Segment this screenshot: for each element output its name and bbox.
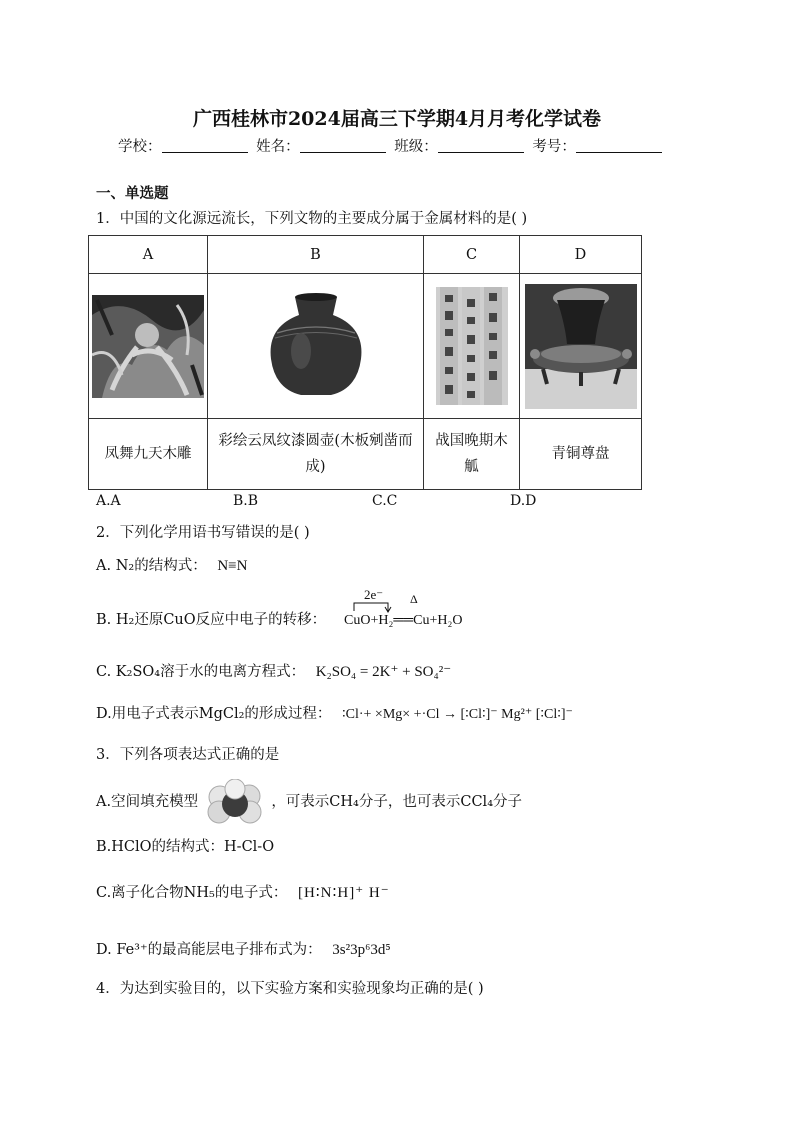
q2-b-redox-diagram xyxy=(344,587,494,633)
q2-option-d[interactable] xyxy=(96,702,573,723)
section-heading: 一、单选题 xyxy=(96,185,169,202)
q3-option-d[interactable] xyxy=(96,938,391,959)
header-a: A xyxy=(89,236,208,274)
caption-d: 青铜尊盘 xyxy=(520,419,642,490)
caption-b: 彩绘云凤纹漆圆壶(木板剜凿而成) xyxy=(208,419,424,490)
caption-a: 凤舞九天木雕 xyxy=(89,419,208,490)
q3-option-b[interactable]: B.HClO的结构式：H-Cl-O xyxy=(96,839,275,855)
q1-option-d[interactable]: D.D xyxy=(510,493,537,509)
q3-a-pre: A.空间填充模型 xyxy=(96,794,199,810)
header-d: D xyxy=(520,236,642,274)
q2-stem: 2．下列化学用语书写错误的是( ) xyxy=(96,525,310,541)
header-b: B xyxy=(208,236,424,274)
image-cell-a xyxy=(89,274,208,419)
exam-no-label: 考号： xyxy=(532,139,576,155)
q3-option-a[interactable] xyxy=(96,779,522,825)
q2-c-text: C. K₂SO₄溶于水的电离方程式： xyxy=(96,664,306,680)
wooden-gu-image xyxy=(436,287,508,405)
name-blank[interactable] xyxy=(300,138,386,153)
q3-a-post: ，可表示CH₄分子，也可表示CCl₄分子 xyxy=(271,794,523,810)
q2-d-text: D.用电子式表示MgCl₂的形成过程： xyxy=(96,706,332,722)
q3-d-text: D. Fe³⁺的最高能层电子排布式为： xyxy=(96,942,322,958)
q2-option-b[interactable] xyxy=(96,608,326,629)
image-cell-c xyxy=(424,274,520,419)
lacquer-pot-image xyxy=(261,291,371,401)
q2-option-c[interactable] xyxy=(96,660,451,681)
page-title: 广西桂林市2024届高三下学期4月月考化学试卷 xyxy=(192,108,602,130)
q3-option-c[interactable] xyxy=(96,869,390,919)
school-label: 学校： xyxy=(118,139,162,155)
image-cell-d xyxy=(520,274,642,419)
q2-b-equation: CuO+H₂══Cu+H₂O xyxy=(344,613,463,628)
wood-carving-image xyxy=(92,295,204,398)
name-label: 姓名： xyxy=(256,139,300,155)
q3-stem: 3．下列各项表达式正确的是 xyxy=(96,747,280,763)
bronze-zun-pan-image xyxy=(525,284,637,409)
class-blank[interactable] xyxy=(438,138,524,153)
q1-option-b[interactable]: B.B xyxy=(233,493,259,509)
q1-option-c[interactable]: C.C xyxy=(372,493,398,509)
q2-a-text: A. N₂的结构式： xyxy=(96,558,207,574)
exam-no-blank[interactable] xyxy=(576,138,662,153)
q2-d-process: ∶Cl·+ ×Mg× +·Cl → [∶Cl∶]⁻ Mg²⁺ [∶Cl∶]⁻ xyxy=(342,707,573,722)
q2-option-a[interactable] xyxy=(96,554,247,575)
header-c: C xyxy=(424,236,520,274)
space-filling-model-image xyxy=(203,779,267,825)
q4-stem: 4．为达到实验目的，以下实验方案和实验现象均正确的是( ) xyxy=(96,981,484,997)
q2-c-equation: K₂SO₄ = 2K⁺ + SO₄²⁻ xyxy=(315,664,452,680)
q2-b-text: B. H₂还原CuO反应中电子的转移： xyxy=(96,612,327,628)
q2-b-delta: Δ xyxy=(410,592,418,606)
q2-a-formula: N≡N xyxy=(217,558,248,574)
q2-b-electrons: 2e⁻ xyxy=(364,587,384,602)
q3-d-config: 3s²3p⁶3d⁵ xyxy=(332,942,391,958)
student-info-line xyxy=(118,135,666,156)
class-label: 班级： xyxy=(394,139,438,155)
school-blank[interactable] xyxy=(162,138,248,153)
image-cell-b xyxy=(208,274,424,419)
q1-artifact-table xyxy=(88,235,642,490)
q3-c-formula: [H∶N∶H]⁺ H⁻ xyxy=(297,885,390,901)
q1-stem: 1．中国的文化源远流长，下列文物的主要成分属于金属材料的是( ) xyxy=(96,211,528,227)
q3-c-text: C.离子化合物NH₅的电子式： xyxy=(96,885,288,901)
q1-option-a[interactable]: A.A xyxy=(96,493,121,509)
caption-c: 战国晚期木觚 xyxy=(424,419,520,490)
